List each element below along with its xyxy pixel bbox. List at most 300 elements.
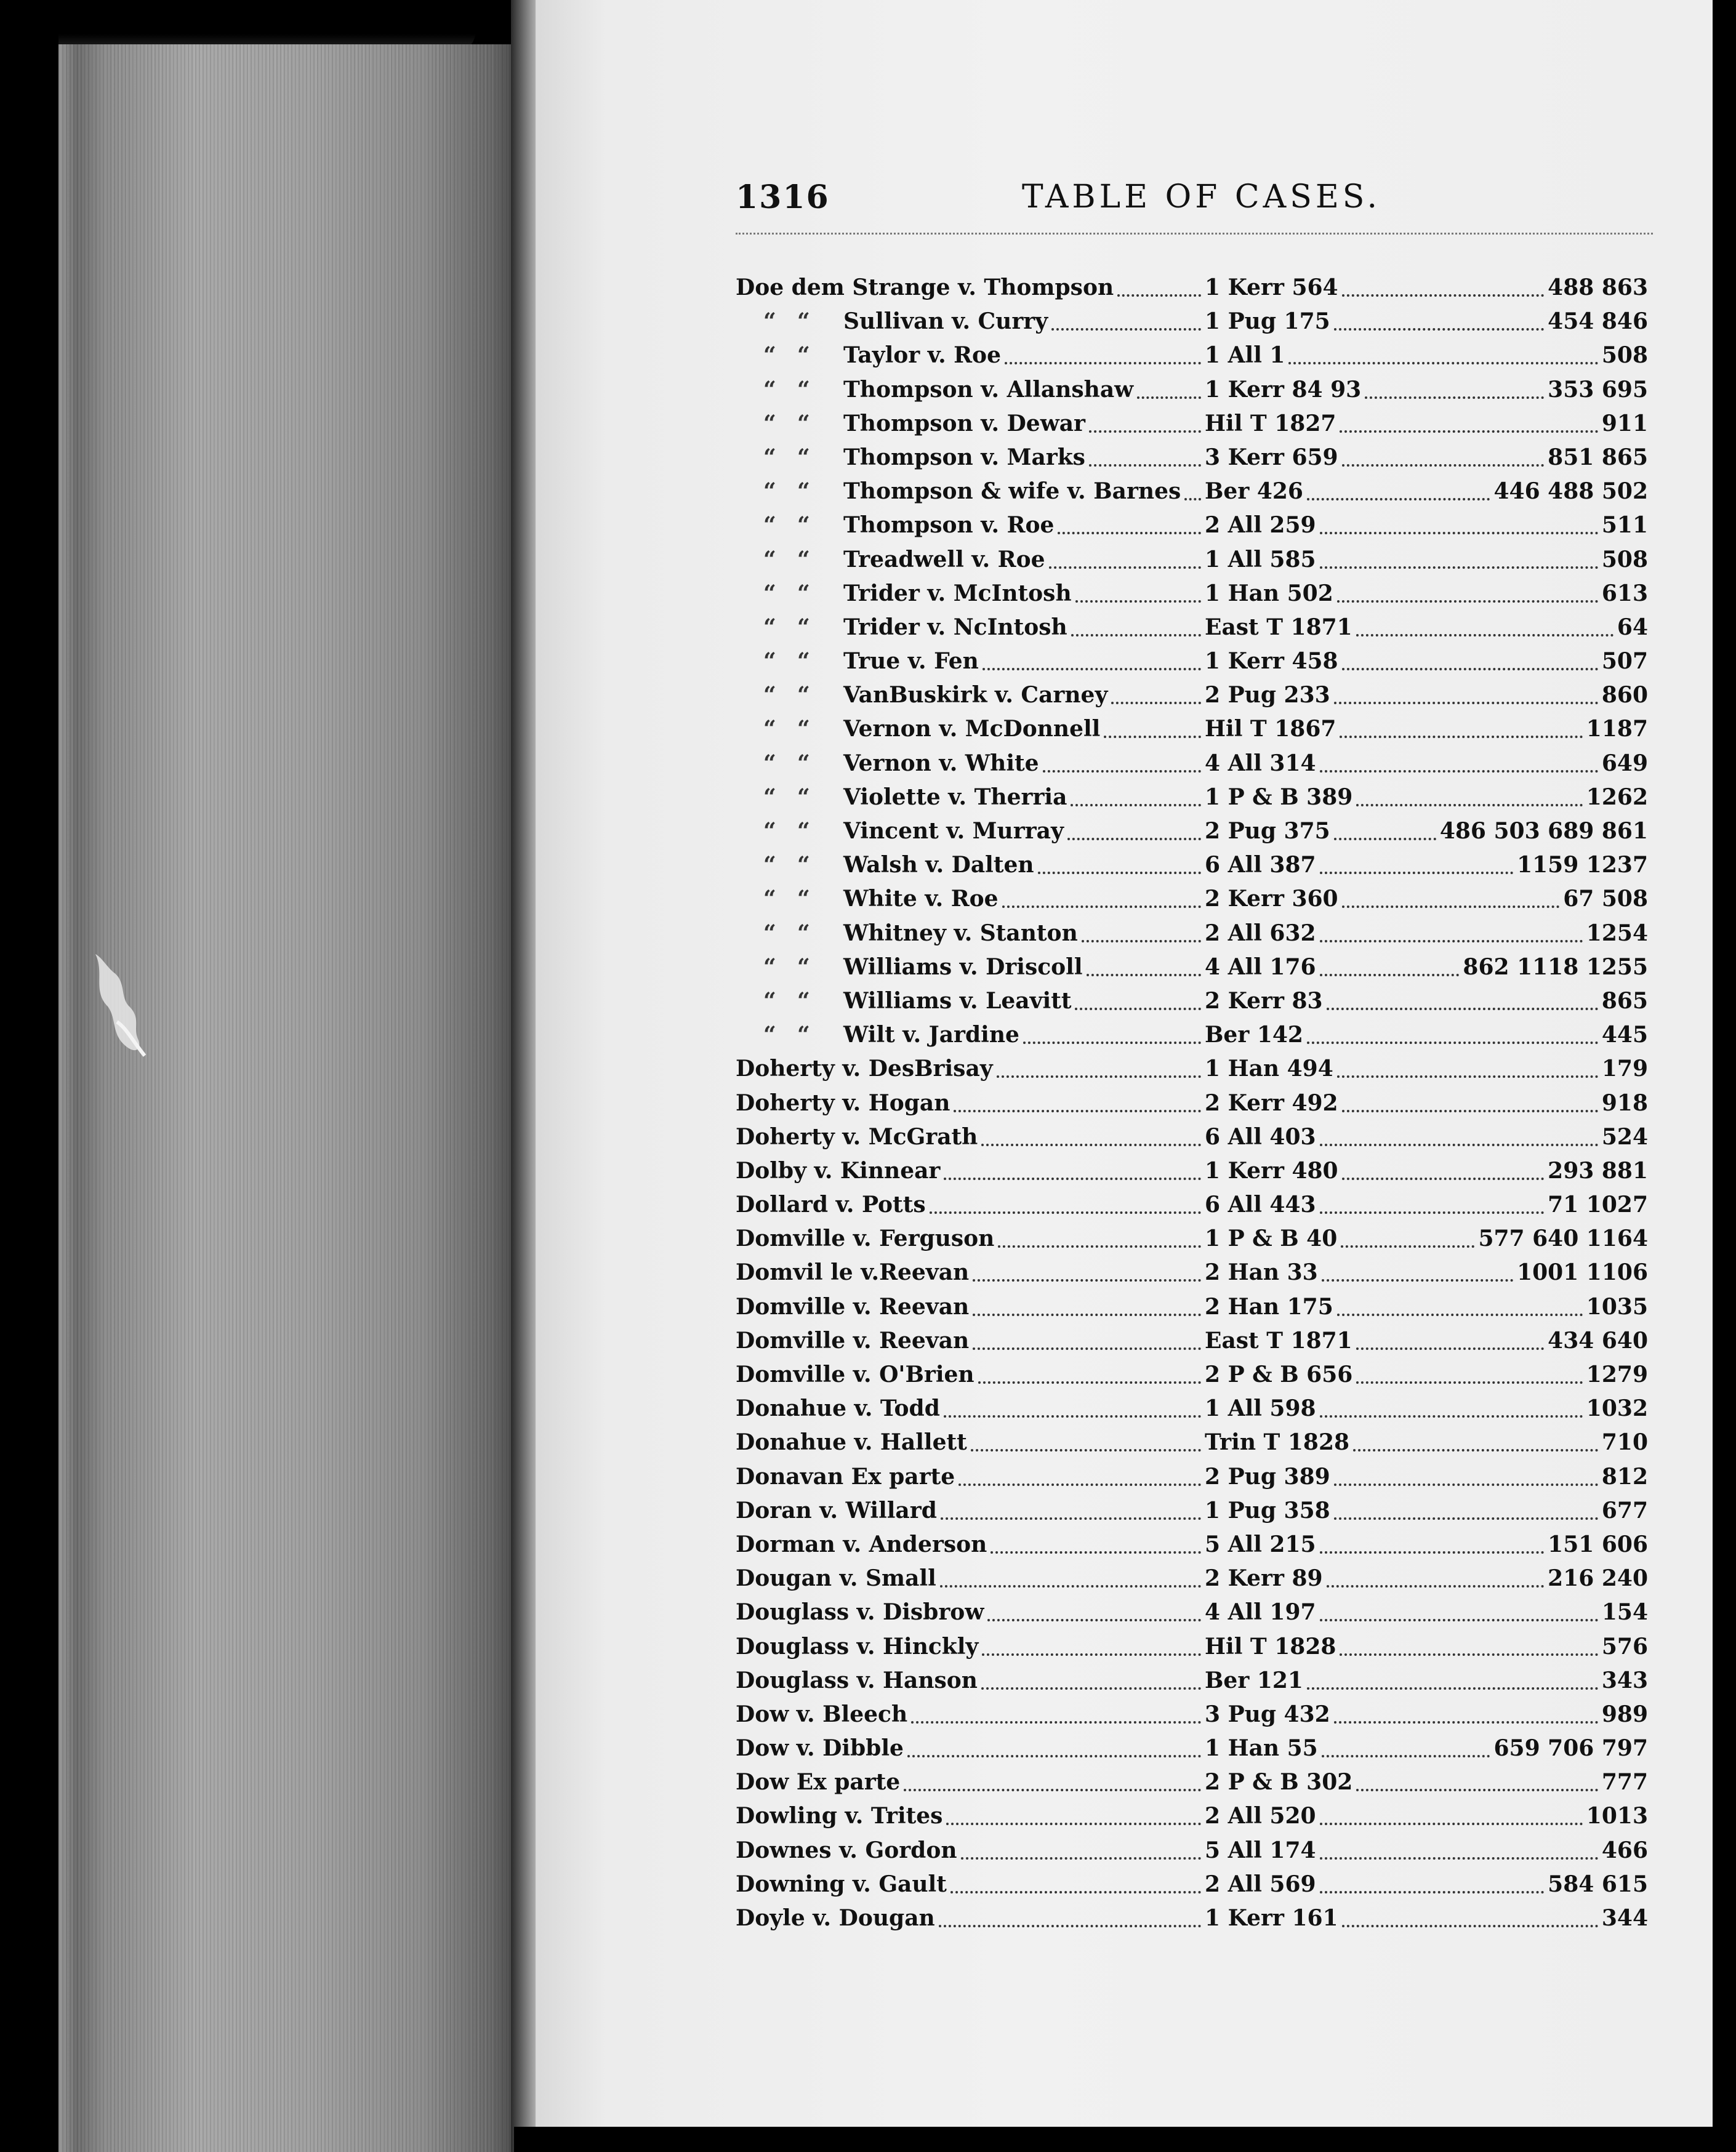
case-page-refs: 911 [1601, 410, 1648, 436]
case-citation: East T 1871 [1205, 614, 1352, 640]
dot-leader [1334, 702, 1598, 704]
case-entry [736, 1494, 1659, 1528]
case-citation: 1 All 1 [1205, 342, 1285, 369]
dot-leader [971, 1449, 1201, 1451]
case-entry [736, 1528, 1659, 1562]
dot-leader [1023, 1042, 1201, 1044]
case-citation: Hil T 1828 [1205, 1633, 1336, 1660]
case-page-refs: 989 [1601, 1701, 1648, 1727]
dot-leader [1089, 430, 1201, 433]
case-page-refs: 659 706 797 [1493, 1735, 1648, 1762]
case-parties: Violette v. Therria [843, 784, 1067, 810]
case-page-refs: 576 [1601, 1633, 1648, 1660]
dot-leader [973, 1347, 1201, 1350]
case-parties: Dolby v. Kinnear [736, 1157, 941, 1184]
case-citation: 2 Kerr 360 [1205, 886, 1338, 912]
case-entry [736, 1120, 1659, 1154]
case-entry [736, 1222, 1659, 1256]
dot-leader [1320, 1144, 1598, 1146]
dot-leader [981, 1144, 1201, 1146]
dot-leader [982, 1653, 1201, 1656]
case-entry: “ “ Wilt v. Jardine Ber 142 445 [736, 1018, 1659, 1052]
dot-leader [939, 1925, 1201, 1927]
case-parties: Domville v. O'Brien [736, 1362, 974, 1387]
case-page-refs: 577 640 1164 [1478, 1226, 1648, 1252]
dot-leader [1341, 1245, 1474, 1248]
case-parties: Donahue v. Hallett [736, 1429, 967, 1456]
case-entry: “ “ Sullivan v. Curry 1 Pug 175 454 846 [736, 305, 1659, 339]
dot-leader [1307, 1687, 1598, 1690]
right-border [1713, 0, 1736, 2152]
dot-leader [944, 1415, 1201, 1418]
dot-leader [1320, 1551, 1544, 1554]
case-entry: “ “ Vincent v. Murray 2 Pug 375 486 503 689 861 [736, 814, 1659, 848]
case-parties: Thompson v. Dewar [843, 410, 1085, 436]
case-page-refs: 154 [1601, 1599, 1648, 1626]
case-entry: “ “ VanBuskirk v. Carney 2 Pug 233 860 [736, 678, 1659, 712]
case-citation: 2 Pug 389 [1205, 1463, 1330, 1490]
dot-leader [1327, 1585, 1544, 1588]
dot-leader [1342, 905, 1559, 908]
case-page-refs: 446 488 502 [1493, 478, 1648, 505]
dot-leader [904, 1789, 1201, 1791]
book-page-edges [58, 44, 514, 2152]
case-citation: 2 P & B 656 [1205, 1362, 1353, 1387]
case-page-refs: 918 [1601, 1090, 1648, 1116]
dot-leader [1342, 1178, 1544, 1180]
dot-leader [1137, 396, 1201, 399]
case-citation: Hil T 1827 [1205, 410, 1336, 436]
case-page-refs: 584 615 [1548, 1871, 1648, 1897]
dot-leader [944, 1178, 1201, 1180]
case-page-refs: 1159 1237 [1517, 852, 1648, 878]
case-entry: “ “ Thompson & wife v. Barnes Ber 426 446 488 502 [736, 475, 1659, 508]
case-citation: 2 Kerr 89 [1205, 1565, 1323, 1592]
case-citation: 2 Han 33 [1205, 1259, 1318, 1286]
dot-leader [1337, 1314, 1583, 1316]
case-page-refs: 511 [1601, 512, 1648, 539]
dot-leader [1320, 974, 1459, 976]
case-parties: Dorman v. Anderson [736, 1531, 987, 1557]
case-citation: Ber 121 [1205, 1667, 1303, 1693]
case-page-refs: 71 1027 [1548, 1192, 1648, 1218]
case-entry [736, 1324, 1659, 1358]
case-citation: 1 Kerr 84 93 [1205, 376, 1362, 403]
case-parties: Thompson v. Allanshaw [843, 376, 1134, 403]
case-parties: Walsh v. Dalten [843, 852, 1034, 878]
case-entry: “ “ Thompson v. Allanshaw 1 Kerr 84 93 353 695 [736, 373, 1659, 407]
case-parties: Donahue v. Todd [736, 1395, 940, 1422]
case-parties: Trider v. NcIntosh [843, 614, 1067, 640]
dot-leader [1320, 566, 1598, 569]
dot-leader [973, 1314, 1201, 1316]
dot-leader [1051, 328, 1201, 331]
case-parties: Domvil le v.Reevan [736, 1259, 970, 1286]
dot-leader [1058, 532, 1201, 534]
case-page-refs: 353 695 [1548, 376, 1648, 403]
case-citation: 4 All 176 [1205, 954, 1316, 980]
dot-leader [941, 1517, 1201, 1520]
case-page-refs: 1254 [1586, 920, 1648, 946]
page-gutter [511, 0, 539, 2152]
case-parties: White v. Roe [843, 886, 999, 912]
case-citation: 1 Kerr 458 [1205, 648, 1338, 675]
case-page-refs: 1035 [1586, 1293, 1648, 1320]
case-parties: Domville v. Ferguson [736, 1226, 995, 1252]
case-citation: 2 All 632 [1205, 920, 1316, 946]
case-parties: Douglass v. Hinckly [736, 1633, 979, 1660]
case-page-refs: 865 [1601, 987, 1648, 1014]
dot-leader [1089, 464, 1201, 467]
smudge-mark [83, 948, 157, 1065]
dot-leader [1184, 498, 1201, 500]
case-page-refs: 677 [1601, 1497, 1648, 1524]
case-entry: “ “ Williams v. Leavitt 2 Kerr 83 865 [736, 984, 1659, 1018]
dot-leader [1307, 1042, 1598, 1044]
case-citation: 2 Kerr 492 [1205, 1090, 1338, 1116]
dot-leader [911, 1721, 1201, 1724]
case-citation: 4 All 197 [1205, 1599, 1316, 1626]
dot-leader [1104, 736, 1201, 738]
dot-leader [1334, 328, 1544, 331]
dot-leader [1049, 566, 1201, 569]
case-citation: Ber 426 [1205, 478, 1303, 505]
case-parties: Vernon v. McDonnell [843, 716, 1101, 742]
case-parties: Thompson v. Marks [843, 444, 1085, 470]
dot-leader [1307, 498, 1490, 500]
dot-leader [1087, 974, 1201, 976]
dot-leader [1005, 362, 1201, 364]
case-citation: 1 Pug 358 [1205, 1497, 1330, 1524]
case-page-refs: 524 [1601, 1123, 1648, 1150]
case-citation: 2 P & B 302 [1205, 1769, 1353, 1796]
dot-leader [1320, 940, 1583, 942]
case-page-refs: 649 [1601, 750, 1648, 776]
case-parties: Williams v. Leavitt [843, 987, 1072, 1014]
dot-leader [1320, 1415, 1583, 1418]
case-page-refs: 1279 [1586, 1362, 1648, 1387]
case-page-refs: 860 [1601, 682, 1648, 709]
case-parties: Dow v. Bleech [736, 1701, 908, 1727]
case-entry: “ “ True v. Fen 1 Kerr 458 507 [736, 644, 1659, 678]
case-page-refs: 1032 [1586, 1395, 1648, 1422]
case-citation: 6 All 443 [1205, 1192, 1316, 1218]
dot-leader [1342, 464, 1544, 467]
dot-leader [1117, 294, 1201, 297]
dot-leader [1356, 1789, 1598, 1791]
case-page-refs: 862 1118 1255 [1463, 954, 1648, 980]
case-parties: Doe dem Strange v. Thompson [736, 275, 1114, 300]
case-parties: Sullivan v. Curry [843, 308, 1048, 335]
case-page-refs: 488 863 [1548, 275, 1648, 300]
case-citation: 2 All 569 [1205, 1871, 1316, 1897]
case-parties: Doyle v. Dougan [736, 1905, 935, 1931]
dot-leader [1356, 634, 1613, 636]
dot-leader [978, 1381, 1201, 1384]
case-citation: 2 Pug 375 [1205, 818, 1330, 844]
case-page-refs: 1187 [1586, 716, 1648, 742]
dot-leader [1334, 1484, 1598, 1486]
dot-leader [930, 1211, 1201, 1214]
case-list [736, 271, 1659, 1935]
case-citation: 2 All 259 [1205, 512, 1316, 539]
case-entry: “ “ Treadwell v. Roe 1 All 585 508 [736, 543, 1659, 577]
dot-leader [1043, 770, 1201, 773]
case-parties: Doherty v. Hogan [736, 1090, 950, 1116]
page-title: TABLE OF CASES. [1022, 179, 1381, 215]
case-page-refs: 151 606 [1548, 1531, 1648, 1557]
dot-leader [998, 1245, 1201, 1248]
case-entry [736, 1698, 1659, 1732]
dot-leader [1327, 1008, 1598, 1010]
dot-leader [1322, 1279, 1513, 1282]
case-parties: Vincent v. Murray [843, 818, 1064, 844]
case-entry: “ “ Williams v. Driscoll 4 All 176 862 1118 1255 [736, 950, 1659, 984]
case-citation: 1 Pug 175 [1205, 308, 1330, 335]
case-page-refs: 613 [1601, 580, 1648, 606]
case-parties: Dowling v. Trites [736, 1803, 943, 1829]
case-page-refs: 434 640 [1548, 1327, 1648, 1354]
case-page-refs: 343 [1601, 1667, 1648, 1693]
case-entry [736, 1732, 1659, 1765]
dot-leader [958, 1484, 1201, 1486]
case-parties: Douglass v. Hanson [736, 1667, 978, 1693]
case-parties: Whitney v. Stanton [843, 920, 1078, 946]
case-page-refs: 445 [1601, 1022, 1648, 1048]
case-entry: “ “ Trider v. NcIntosh East T 1871 64 [736, 611, 1659, 644]
dot-leader [940, 1585, 1201, 1588]
dot-leader [1071, 804, 1201, 806]
case-page-refs: 812 [1601, 1463, 1648, 1490]
case-parties: Dougan v. Small [736, 1565, 936, 1592]
dot-leader [991, 1551, 1201, 1554]
case-citation: 2 Pug 233 [1205, 682, 1330, 709]
case-entry: “ “ Thompson v. Marks 3 Kerr 659 851 865 [736, 441, 1659, 475]
case-entry [736, 271, 1659, 305]
dot-leader [987, 1619, 1201, 1621]
case-citation: 1 P & B 389 [1205, 784, 1353, 810]
case-entry [736, 1256, 1659, 1290]
dot-leader [1071, 634, 1201, 636]
case-parties: Domville v. Reevan [736, 1293, 970, 1320]
dot-leader [1111, 702, 1201, 704]
case-entry [736, 1901, 1659, 1935]
dot-leader [973, 1279, 1201, 1282]
case-page-refs: 710 [1601, 1429, 1648, 1456]
case-parties: Dow Ex parte [736, 1769, 901, 1796]
case-page-refs: 216 240 [1548, 1565, 1648, 1592]
dot-leader [1320, 1891, 1544, 1893]
case-entry [736, 1358, 1659, 1392]
dot-leader [1337, 1075, 1598, 1078]
case-entry [736, 1765, 1659, 1799]
dot-leader [1320, 1619, 1598, 1621]
dot-leader [1320, 1823, 1583, 1825]
case-entry [736, 1460, 1659, 1494]
case-citation: 2 All 520 [1205, 1803, 1316, 1829]
dot-leader [1334, 1517, 1598, 1520]
case-citation: 1 Han 502 [1205, 580, 1333, 606]
dot-leader [1334, 838, 1436, 840]
case-page-refs: 1013 [1586, 1803, 1648, 1829]
case-parties: Downing v. Gault [736, 1871, 947, 1897]
case-entry [736, 1799, 1659, 1833]
dot-leader [1356, 1381, 1583, 1384]
case-parties: Thompson & wife v. Barnes [843, 478, 1181, 505]
case-citation: Hil T 1867 [1205, 716, 1336, 742]
dot-leader [1038, 872, 1201, 874]
case-parties: Thompson v. Roe [843, 512, 1055, 539]
case-citation: 1 Kerr 161 [1205, 1905, 1338, 1931]
dot-leader [1082, 940, 1201, 942]
dot-leader [981, 1687, 1201, 1690]
case-entry [736, 1290, 1659, 1324]
case-parties: Wilt v. Jardine [843, 1022, 1019, 1048]
case-page-refs: 64 [1617, 614, 1648, 640]
page-number: 1316 [736, 179, 830, 216]
dot-leader [997, 1075, 1201, 1078]
case-page-refs: 179 [1601, 1056, 1648, 1082]
dot-leader [1342, 1110, 1598, 1112]
case-parties: Dollard v. Potts [736, 1192, 926, 1218]
case-entry: “ “ Thompson v. Roe 2 All 259 511 [736, 508, 1659, 542]
dot-leader [1353, 1449, 1598, 1451]
case-entry [736, 1630, 1659, 1664]
case-citation: 1 All 598 [1205, 1395, 1316, 1422]
case-entry [736, 1086, 1659, 1120]
case-entry [736, 1562, 1659, 1596]
dot-leader [1320, 1857, 1598, 1860]
dot-leader [1340, 1653, 1598, 1656]
case-citation: Trin T 1828 [1205, 1429, 1350, 1456]
dot-leader [1340, 430, 1598, 433]
case-citation: 2 Kerr 83 [1205, 987, 1323, 1014]
case-entry [736, 1426, 1659, 1459]
case-page-refs: 293 881 [1548, 1157, 1648, 1184]
case-entry: “ “ White v. Roe 2 Kerr 360 67 508 [736, 882, 1659, 916]
case-citation: East T 1871 [1205, 1327, 1352, 1354]
dot-leader [954, 1110, 1201, 1112]
case-page-refs: 507 [1601, 648, 1648, 675]
case-citation: 3 Pug 432 [1205, 1701, 1330, 1727]
case-entry: “ “ Whitney v. Stanton 2 All 632 1254 [736, 917, 1659, 950]
case-entry: “ “ Vernon v. White 4 All 314 649 [736, 747, 1659, 781]
dot-leader [1002, 905, 1201, 908]
dot-leader [1356, 804, 1583, 806]
case-entry [736, 1868, 1659, 1901]
case-page-refs: 1001 1106 [1517, 1259, 1648, 1286]
case-citation: 1 Kerr 564 [1205, 275, 1338, 300]
dot-leader [1342, 1925, 1598, 1927]
case-citation: 1 P & B 40 [1205, 1226, 1338, 1252]
case-entry [736, 1154, 1659, 1188]
case-citation: 2 Han 175 [1205, 1293, 1333, 1320]
case-citation: 1 All 585 [1205, 546, 1316, 572]
header-rule [736, 233, 1653, 235]
case-parties: Douglass v. Disbrow [736, 1599, 984, 1626]
dot-leader [946, 1823, 1201, 1825]
case-entry: “ “ Vernon v. McDonnell Hil T 1867 1187 [736, 712, 1659, 746]
dot-leader [1320, 872, 1513, 874]
case-page-refs: 1262 [1586, 784, 1648, 810]
dot-leader [950, 1891, 1201, 1893]
case-entry [736, 1834, 1659, 1868]
dot-leader [1075, 1008, 1201, 1010]
dot-leader [1320, 532, 1598, 534]
case-entry: “ “ Violette v. Therria 1 P & B 389 1262 [736, 781, 1659, 814]
case-parties: Vernon v. White [843, 750, 1039, 776]
case-citation: Ber 142 [1205, 1022, 1303, 1048]
case-parties: Domville v. Reevan [736, 1327, 970, 1354]
case-entry: “ “ Walsh v. Dalten 6 All 387 1159 1237 [736, 848, 1659, 882]
case-parties: Donavan Ex parte [736, 1463, 955, 1490]
dot-leader [1320, 770, 1598, 773]
dot-leader [907, 1755, 1201, 1757]
case-citation: 4 All 314 [1205, 750, 1316, 776]
case-citation: 5 All 174 [1205, 1837, 1316, 1863]
dot-leader [1288, 362, 1598, 364]
case-parties: Williams v. Driscoll [843, 954, 1083, 980]
dot-leader [1322, 1755, 1490, 1757]
case-entry [736, 1664, 1659, 1698]
case-page-refs: 508 [1601, 342, 1648, 369]
case-parties: Doran v. Willard [736, 1497, 937, 1524]
dot-leader [1334, 1721, 1598, 1724]
case-citation: 3 Kerr 659 [1205, 444, 1338, 470]
dot-leader [1075, 600, 1201, 603]
dot-leader [961, 1857, 1201, 1860]
case-citation: 6 All 403 [1205, 1123, 1316, 1150]
case-page-refs: 486 503 689 861 [1439, 818, 1648, 844]
bottom-border [514, 2127, 1736, 2152]
case-entry [736, 1392, 1659, 1426]
case-parties: True v. Fen [843, 648, 979, 675]
case-parties: Treadwell v. Roe [843, 546, 1045, 572]
case-parties: Trider v. McIntosh [843, 580, 1072, 606]
dot-leader [983, 668, 1201, 670]
dot-leader [1342, 294, 1544, 297]
case-parties: VanBuskirk v. Carney [843, 682, 1108, 709]
case-citation: 6 All 387 [1205, 852, 1316, 878]
case-page-refs: 67 508 [1563, 886, 1648, 912]
case-parties: Downes v. Gordon [736, 1837, 957, 1863]
case-page-refs: 508 [1601, 546, 1648, 572]
case-page-refs: 466 [1601, 1837, 1648, 1863]
case-entry [736, 1596, 1659, 1629]
dot-leader [1340, 736, 1583, 738]
case-citation: 1 Kerr 480 [1205, 1157, 1338, 1184]
case-page-refs: 851 865 [1548, 444, 1648, 470]
dot-leader [1337, 600, 1598, 603]
case-page-refs: 344 [1601, 1905, 1648, 1931]
case-entry: “ “ Thompson v. Dewar Hil T 1827 911 [736, 407, 1659, 441]
case-entry: “ “ Trider v. McIntosh 1 Han 502 613 [736, 577, 1659, 611]
dot-leader [1067, 838, 1201, 840]
case-citation: 1 Han 55 [1205, 1735, 1318, 1762]
case-parties: Doherty v. McGrath [736, 1123, 978, 1150]
dot-leader [1356, 1347, 1544, 1350]
dot-leader [1320, 1211, 1544, 1214]
case-entry [736, 1188, 1659, 1222]
case-page-refs: 454 846 [1548, 308, 1648, 335]
case-entry [736, 1052, 1659, 1086]
case-page-refs: 777 [1601, 1769, 1648, 1796]
case-entry: “ “ Taylor v. Roe 1 All 1 508 [736, 339, 1659, 372]
dot-leader [1365, 396, 1544, 399]
case-parties: Doherty v. DesBrisay [736, 1056, 993, 1082]
case-citation: 1 Han 494 [1205, 1056, 1333, 1082]
case-parties: Dow v. Dibble [736, 1735, 904, 1762]
